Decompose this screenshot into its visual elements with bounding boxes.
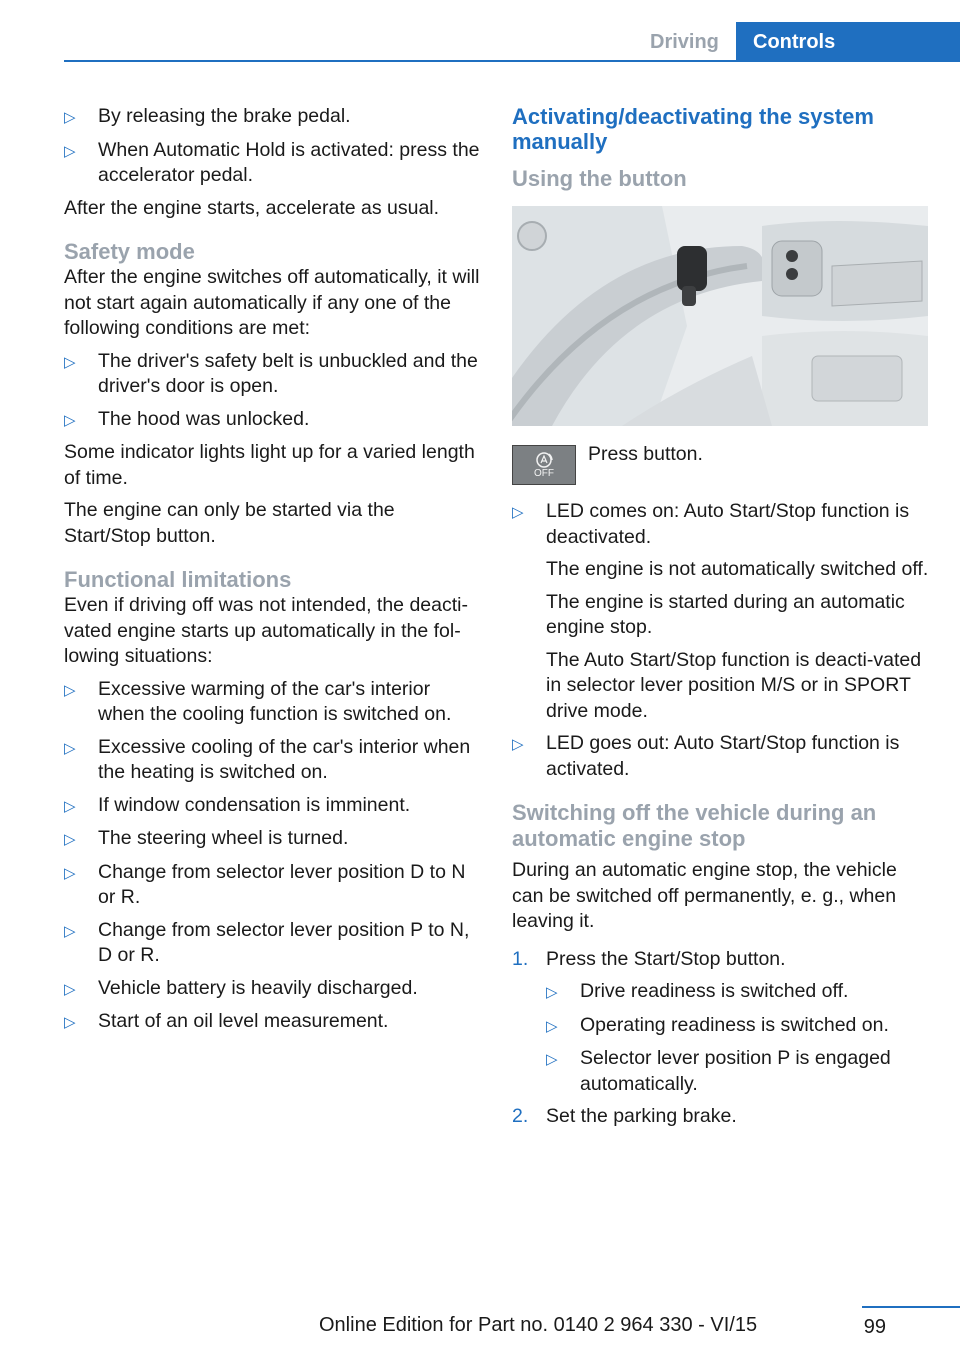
header-section: Driving (650, 31, 719, 53)
dashboard-photo (512, 206, 928, 426)
numbered-step (512, 947, 932, 1098)
page-number: 99 (863, 1316, 886, 1338)
paragraph: During an automatic engine stop, the vehicle can be switched off permanently, e. g., when leaving it. (512, 859, 897, 932)
list-item: ▷ Change from selector lever position P to N, D or R. (64, 918, 480, 969)
triangle-bullet-icon: ▷ (64, 411, 76, 429)
header-chapter-tab: Controls (736, 22, 960, 62)
list-item: ▷ LED goes out: Auto Start/Stop function is activated. (512, 731, 932, 782)
step-number: 1. (512, 947, 529, 970)
paragraph: The engine is not automatically switched off. (546, 558, 929, 580)
triangle-bullet-icon: ▷ (546, 1051, 558, 1068)
triangle-bullet-icon: ▷ (64, 922, 76, 940)
list-item: ▷ If window condensation is imminent. (64, 793, 480, 820)
triangle-bullet-icon: ▷ (512, 736, 524, 753)
section-heading-functional-limitations: Functional limitations (64, 567, 292, 592)
triangle-bullet-icon: ▷ (546, 984, 558, 1001)
subheading-using-button: Using the button (512, 166, 687, 191)
list-item: ▷ When Automatic Hold is activated: press the accelerator pedal. (64, 138, 480, 189)
triangle-bullet-icon: ▷ (64, 864, 76, 882)
dashboard-illustration-icon (512, 206, 928, 426)
numbered-step (512, 1104, 932, 1130)
list-item (512, 499, 932, 724)
list-item: ▷ Operating readiness is switched on. (546, 1013, 932, 1040)
left-column (64, 104, 480, 1043)
paragraph: The engine can only be started via the Start/Stop button. (64, 499, 395, 547)
paragraph: The Auto Start/Stop function is deacti‐vated in selector lever position M/S or in SPORT drive mode. (546, 648, 922, 722)
triangle-bullet-icon: ▷ (64, 1014, 76, 1031)
paragraph: Even if driving off was not intended, the deacti‐vated engine starts up automatically in the fol‐lowing situations: (64, 594, 468, 667)
triangle-bullet-icon: ▷ (64, 831, 76, 848)
triangle-bullet-icon: ▷ (64, 681, 76, 699)
triangle-bullet-icon: ▷ (64, 109, 76, 126)
list-item: ▷ Excessive warming of the car's interior when the cooling function is switched on. (64, 677, 480, 728)
triangle-bullet-icon: ▷ (64, 353, 76, 371)
list-item: ▷ By releasing the brake pedal. (64, 104, 480, 131)
press-button-text: Press button. (588, 443, 703, 465)
list-item: ▷ Excessive cooling of the car's interior when the heating is switched on. (64, 735, 480, 786)
led-on-text: LED comes on: Auto Start/Stop function is deactivated. (546, 500, 910, 548)
list-item: ▷ The steering wheel is turned. (64, 826, 480, 853)
paragraph: After the engine switches off automatically, it will not start again automatically if any one of the following conditions are met: (64, 266, 480, 339)
list-item: ▷ Drive readiness is switched off. (546, 979, 932, 1006)
triangle-bullet-icon: ▷ (546, 1017, 558, 1035)
auto-start-stop-button-icon (512, 445, 576, 485)
paragraph: Some indicator lights light up for a varied length of time. (64, 441, 475, 489)
header-rule (64, 60, 960, 62)
list-item: ▷ Change from selector lever position D to N or R. (64, 860, 480, 911)
right-column (512, 104, 932, 1137)
triangle-bullet-icon: ▷ (512, 504, 524, 521)
footer-edition: Online Edition for Part no. 0140 2 964 330 - VI/15 (319, 1314, 758, 1336)
section-heading-switching-off: Switching off the vehicle during an automatic engine stop (512, 800, 877, 851)
list-item: ▷ The hood was unlocked. (64, 407, 480, 434)
list-item: ▷ Selector lever position P is engaged automatically. (546, 1046, 932, 1097)
section-heading-activating: Activating/deactivating the system manually (512, 104, 874, 154)
step-number: 2. (512, 1105, 529, 1127)
section-heading-safety-mode: Safety mode (64, 239, 195, 264)
list-item: ▷ The driver's safety belt is unbuckled and the driver's door is open. (64, 349, 480, 400)
triangle-bullet-icon: ▷ (64, 142, 76, 160)
triangle-bullet-icon: ▷ (64, 980, 76, 998)
paragraph: The engine is started during an automatic engine stop. (546, 590, 905, 638)
footer-rule (862, 1306, 960, 1308)
list-item: ▷ Vehicle battery is heavily discharged. (64, 976, 480, 1003)
triangle-bullet-icon: ▷ (64, 739, 76, 757)
list-item: ▷ Start of an oil level measurement. (64, 1009, 480, 1036)
triangle-bullet-icon: ▷ (64, 797, 76, 815)
step-text: Set the parking brake. (546, 1105, 737, 1127)
paragraph: After the engine starts, accelerate as usual. (64, 196, 440, 219)
button-instruction (512, 444, 932, 485)
step-text: Press the Start/Stop button. (546, 947, 786, 970)
button-off-label: OFF (534, 468, 554, 479)
